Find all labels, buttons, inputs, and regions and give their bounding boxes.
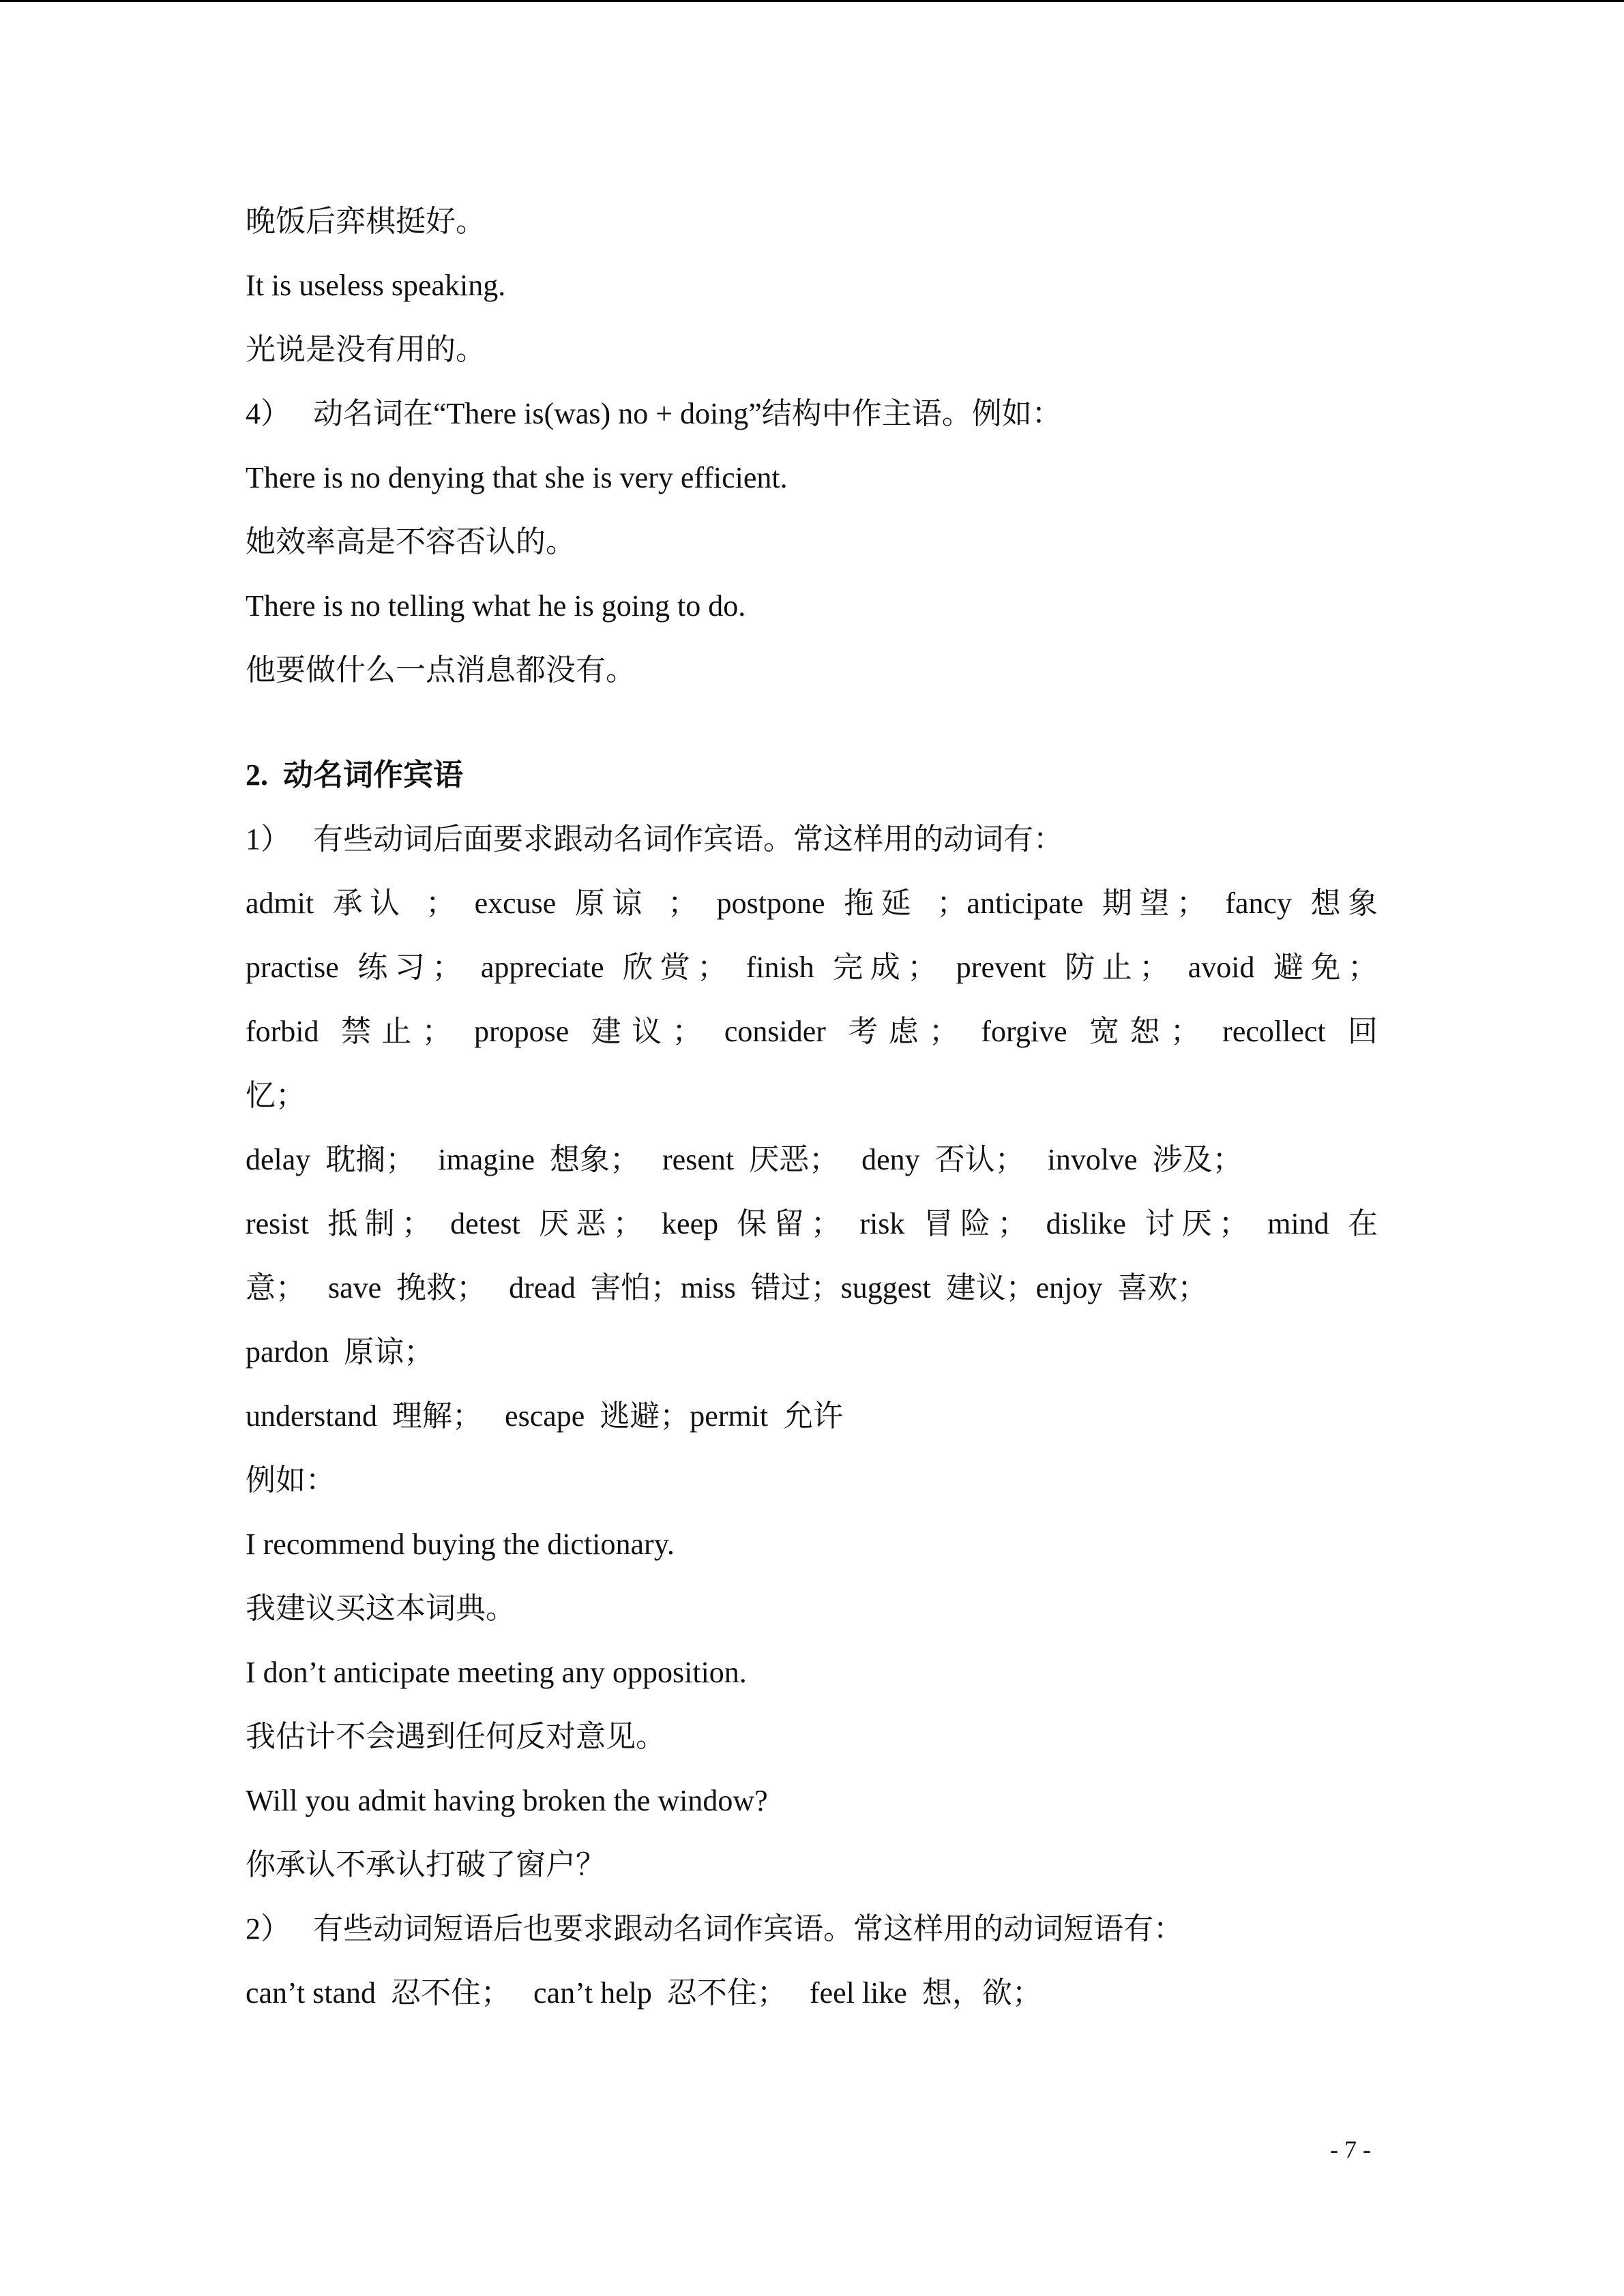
verb-list-line: practise 练习； appreciate 欣赏； finish 完成； prevent 防止； avoid 避免；	[246, 951, 1378, 984]
section-heading: 2. 动名词作宾语	[246, 758, 463, 792]
example-sentence: I recommend buying the dictionary.	[246, 1527, 675, 1561]
document-body	[246, 201, 1378, 2037]
verb-phrase-list-line: can’t stand 忍不住； can’t help 忍不住； feel like 想，欲；	[246, 1976, 1042, 2010]
example-translation: 我建议买这本词典。	[246, 1592, 516, 1625]
text-line: 光说是没有用的。	[246, 333, 486, 366]
top-border-rule	[0, 0, 1624, 2]
verb-list-line: 意； save 挽救； dread 害怕；miss 错过；suggest 建议；enjoy 喜欢；	[246, 1271, 1208, 1304]
text-line: 他要做什么一点消息都没有。	[246, 653, 636, 687]
example-sentence: I don’t anticipate meeting any opposition.	[246, 1656, 747, 1689]
text-line: 她效率高是不容否认的。	[246, 525, 576, 558]
text-line: 4） 动名词在“There is(was) no + doing”结构中作主语。例如：	[246, 397, 1062, 430]
text-line: 2） 有些动词短语后也要求跟动名词作宾语。常这样用的动词短语有：	[246, 1912, 1183, 1945]
example-translation: 我估计不会遇到任何反对意见。	[246, 1720, 666, 1753]
verb-list-line: understand 理解； escape 逃避；permit 允许	[246, 1399, 844, 1433]
text-line: There is no denying that she is very efficient.	[246, 461, 788, 494]
verb-list-line: pardon 原谅；	[246, 1335, 434, 1369]
page-number: - 7 -	[1330, 2136, 1371, 2163]
example-translation: 你承认不承认打破了窗户？	[246, 1848, 606, 1881]
verb-list-line: delay 耽搁； imagine 想象； resent 厌恶； deny 否认； involve 涉及；	[246, 1143, 1243, 1176]
verb-list-line: 忆；	[246, 1079, 306, 1112]
text-line: There is no telling what he is going to do.	[246, 589, 746, 623]
verb-list-line: resist 抵制； detest 厌恶； keep 保留； risk 冒险； dislike 讨厌； mind 在	[246, 1207, 1378, 1240]
verb-list-line: forbid 禁止； propose 建议； consider 考虑； forgive 宽恕； recollect 回	[246, 1015, 1378, 1048]
text-line: 1） 有些动词后面要求跟动名词作宾语。常这样用的动词有：	[246, 822, 1063, 856]
text-line: 晚饭后弈棋挺好。	[246, 205, 486, 238]
verb-list-line: admit 承认 ； excuse 原谅 ； postpone 拖延 ；anticipate 期望； fancy 想象	[246, 886, 1378, 920]
example-sentence: Will you admit having broken the window?	[246, 1784, 768, 1817]
text-line: 例如：	[246, 1463, 336, 1497]
text-line: It is useless speaking.	[246, 269, 506, 302]
